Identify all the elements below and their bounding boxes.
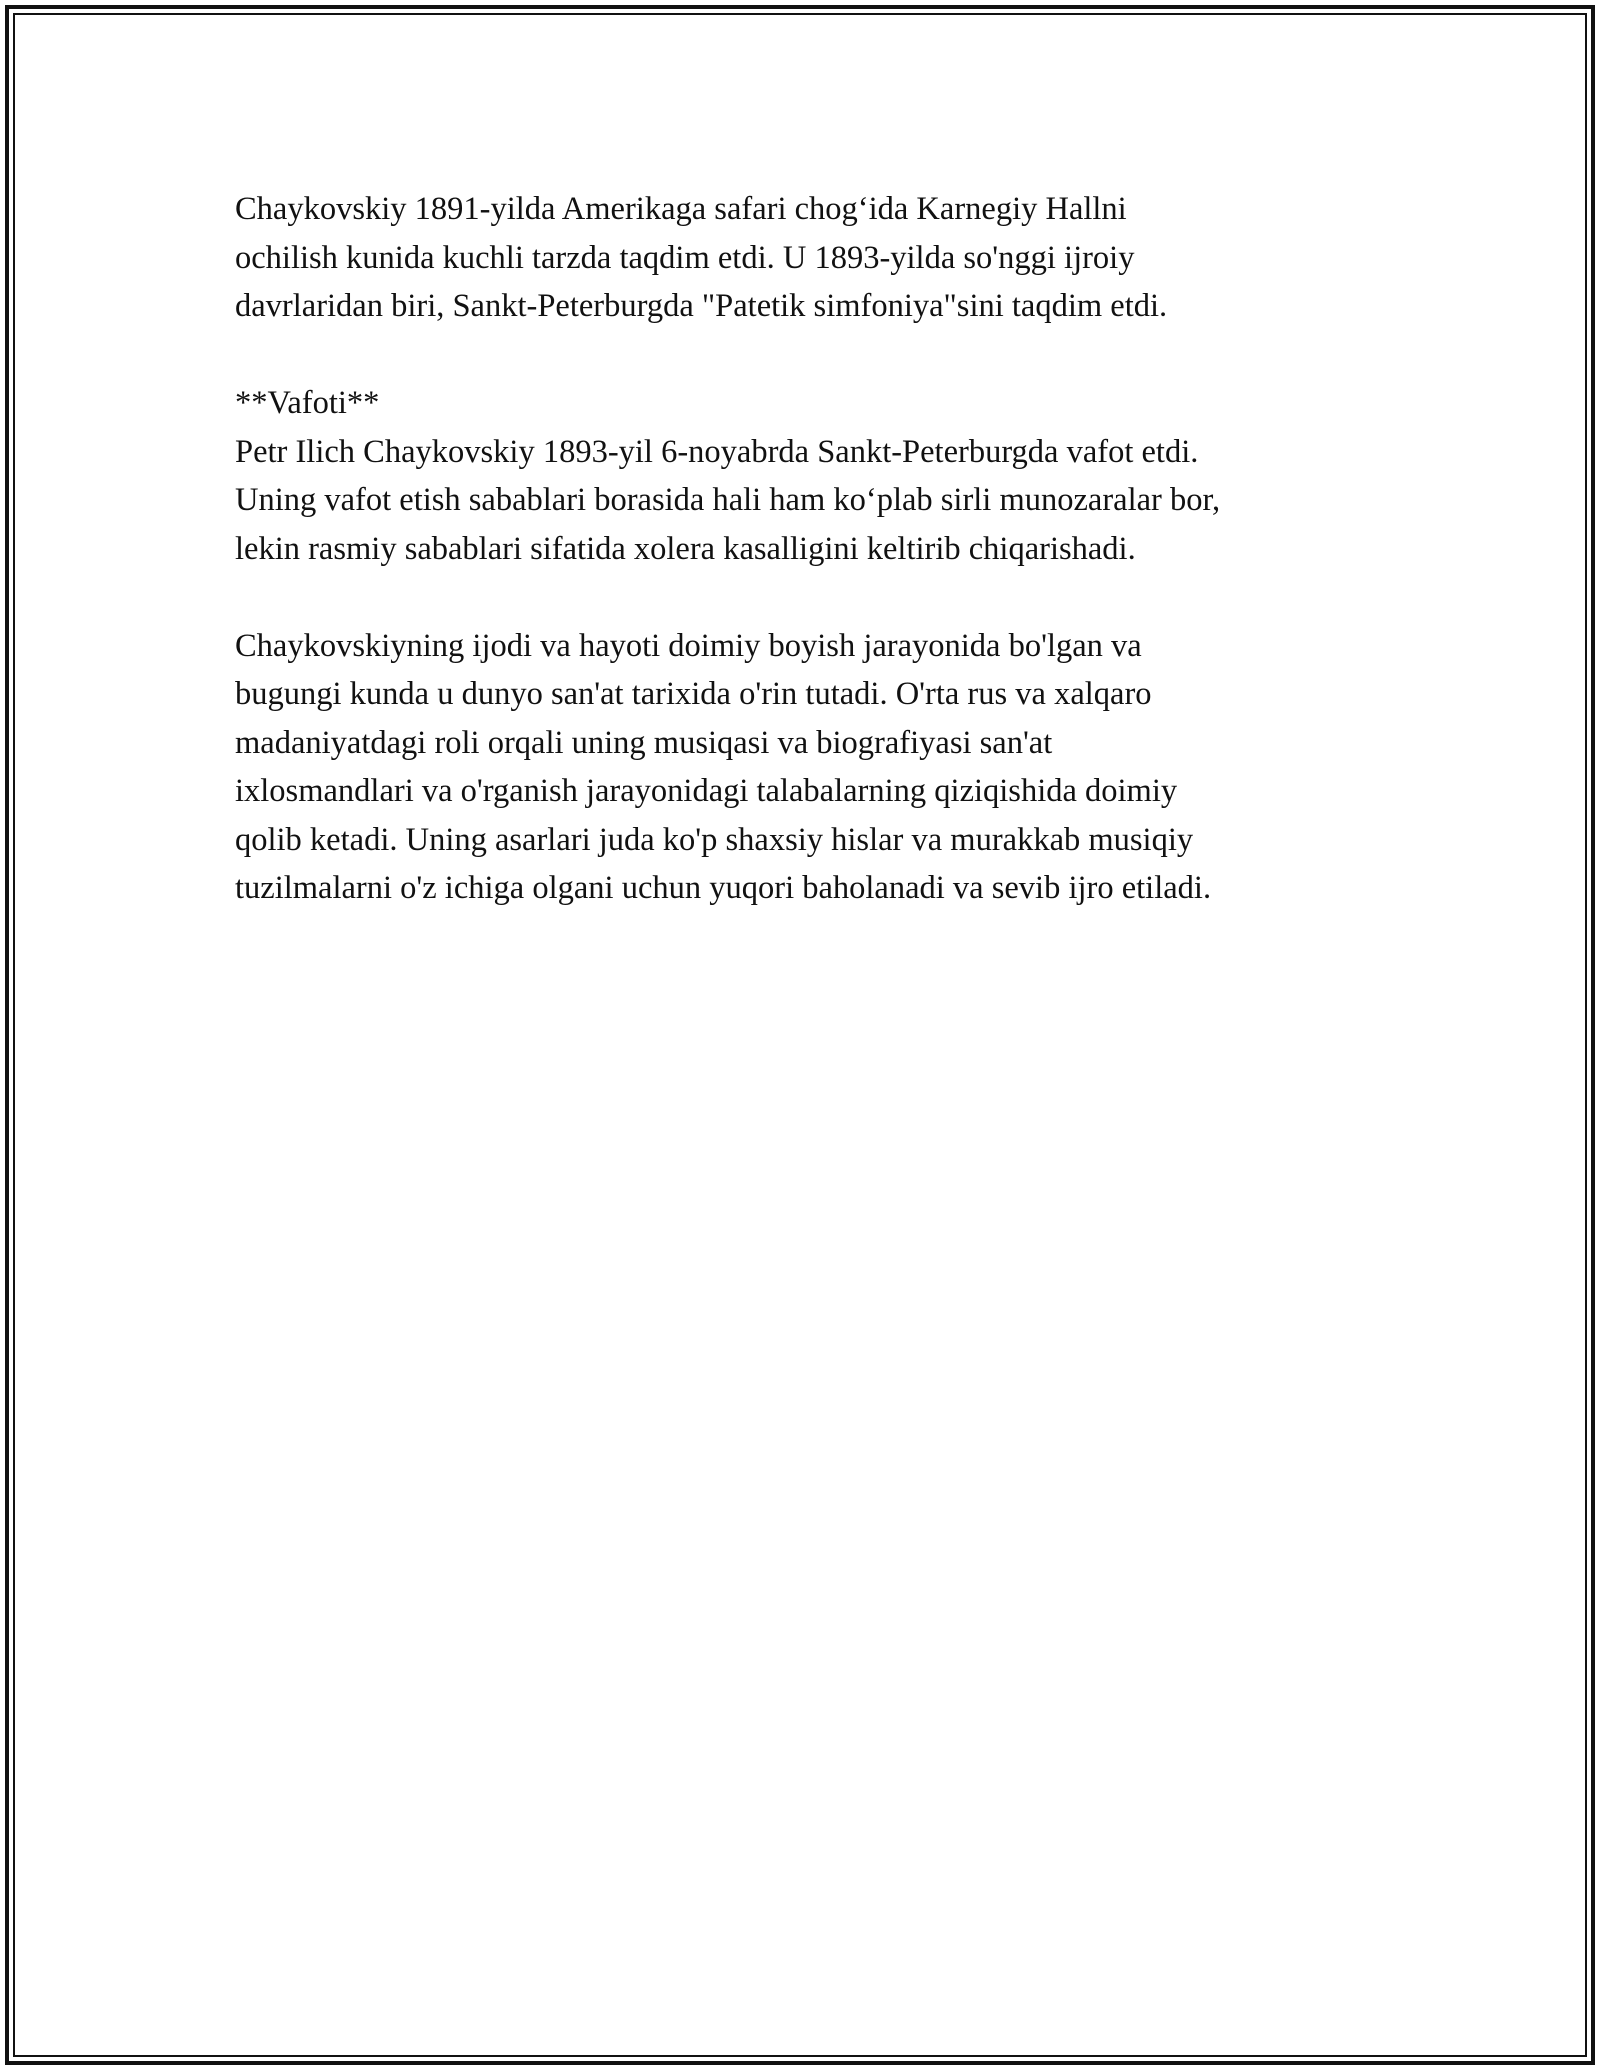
text-line: Uning vafot etish sabablari borasida hali ham ko‘plab sirli munozaralar bor, — [235, 482, 1221, 518]
paragraph-karnegie-hall — [235, 185, 1365, 331]
text-line: Chaykovskiyning ijodi va hayoti doimiy boyish jarayonida bo'lgan va — [235, 627, 1142, 664]
text-line: ixlosmandlari va o'rganish jarayonidagi talabalarning qiziqishida doimiy — [235, 773, 1178, 809]
text-line: qolib ketadi. Uning asarlari juda ko'p shaxsiy hislar va murakkab musiqiy — [235, 821, 1194, 858]
text-line: Chaykovskiy 1891-yilda Amerikaga safari chog‘ida Karnegiy Hallni — [235, 191, 1127, 227]
paragraph-legacy — [235, 622, 1365, 913]
paragraph-death — [235, 379, 1365, 573]
text-line: tuzilmalarni o'z ichiga olgani uchun yuqori baholanadi va sevib ijro etiladi. — [235, 870, 1212, 906]
text-line: madaniyatdagi roli orqali uning musiqasi va biografiyasi san'at — [235, 724, 1053, 761]
text-line: bugungi kunda u dunyo san'at tarixida o'rin tutadi. O'rta rus va xalqaro — [235, 676, 1152, 712]
text-line: ochilish kunida kuchli tarzda taqdim etdi. U 1893-yilda so'nggi ijroiy — [235, 239, 1135, 276]
text-line: davrlaridan biri, Sankt-Peterburgda "Patetik simfoniya"sini taqdim etdi. — [235, 288, 1168, 324]
section-heading: **Vafoti** — [235, 385, 380, 421]
text-line: lekin rasmiy sabablari sifatida xolera kasalligini keltirib chiqarishadi. — [235, 530, 1136, 567]
text-line: Petr Ilich Chaykovskiy 1893-yil 6-noyabrda Sankt-Peterburgda vafot etdi. — [235, 433, 1199, 470]
document-body — [235, 185, 1365, 913]
